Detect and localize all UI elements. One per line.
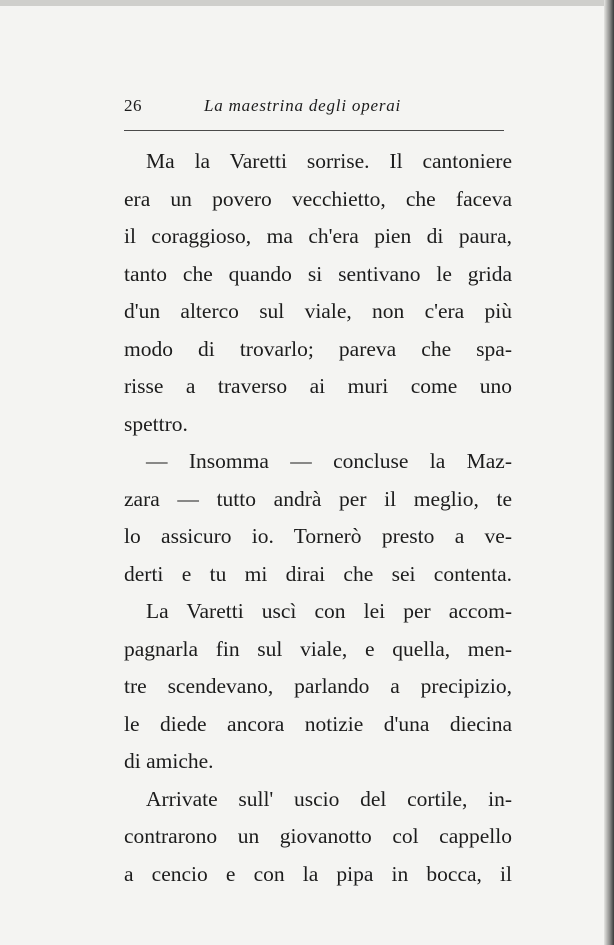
page-number: 26	[124, 96, 142, 115]
text-line: Ma la Varetti sorrise. Il cantoniere	[146, 149, 512, 173]
text-line: lo assicuro io. Tornerò presto a ve-	[124, 524, 512, 548]
running-head	[124, 96, 504, 120]
header-rule	[124, 130, 504, 131]
text-line: era un povero vecchietto, che faceva	[124, 186, 512, 211]
text-line: zara — tutto andrà per il meglio, te	[124, 486, 512, 511]
text-line: tanto che quando si sentivano le grida	[124, 261, 512, 286]
text-line: il coraggioso, ma ch'era pien di paura,	[124, 224, 512, 248]
text-line: a cencio e con la pipa in bocca, il	[124, 861, 512, 886]
text-line: — Insomma — concluse la Maz-	[146, 449, 512, 473]
text-line: La Varetti uscì con lei per accom-	[146, 599, 512, 623]
running-title: La maestrina degli operai	[204, 96, 402, 115]
text-line: derti e tu mi dirai che sei contenta.	[124, 561, 512, 586]
text-line: le diede ancora notizie d'una diecina	[124, 711, 512, 736]
text-line: di amiche.	[124, 749, 214, 773]
text-line: d'un alterco sul viale, non c'era più	[124, 299, 512, 323]
body-text	[124, 143, 512, 893]
text-line: contrarono un giovanotto col cappello	[124, 824, 512, 848]
text-line: tre scendevano, parlando a precipizio,	[124, 674, 512, 698]
text-line: modo di trovarlo; pareva che spa-	[124, 336, 512, 361]
page-top-edge	[0, 0, 614, 6]
text-line: spettro.	[124, 411, 188, 436]
text-line: Arrivate sull' uscio del cortile, in-	[146, 786, 512, 811]
page-binding-edge	[604, 0, 614, 945]
text-line: risse a traverso ai muri come uno	[124, 374, 512, 398]
text-line: pagnarla fin sul viale, e quella, men-	[124, 636, 512, 661]
